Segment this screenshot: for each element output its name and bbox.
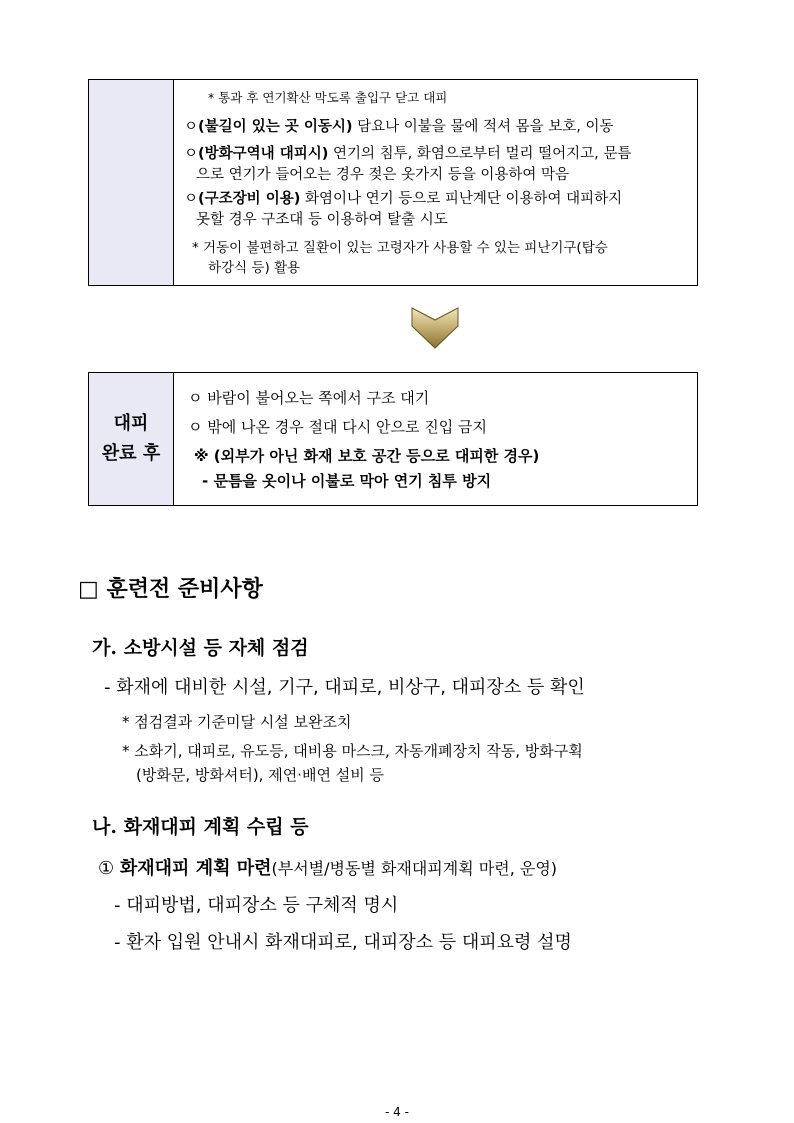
box-item: ㅇ 밖에 나온 경우 절대 다시 안으로 진입 금지 xyxy=(188,418,487,436)
box-note-cont: 하강식 등) 활용 xyxy=(208,260,301,276)
box-content xyxy=(174,80,697,285)
section-title: □ 훈련전 준비사항 xyxy=(78,577,263,602)
heading-ga: 가. 소방시설 등 자체 점검 xyxy=(92,637,309,659)
box-item-bold: ※ (외부가 아닌 화재 보호 공간 등으로 대피한 경우) xyxy=(194,447,540,465)
na-item-1: - 대피방법, 대피장소 등 구체적 명시 xyxy=(114,895,399,916)
na-sub-paren: (부서별/병동별 화재대피계획 마련, 운영) xyxy=(271,859,558,878)
box-item-cont: 못할 경우 구조대 등 이용하여 탈출 시도 xyxy=(196,212,448,228)
box-item: ㅇ(구조장비 이용) 화염이나 연기 등으로 피난계단 이용하여 대피하지 xyxy=(184,191,623,207)
page-number: - 4 - xyxy=(385,1105,409,1119)
na-subheading xyxy=(98,854,557,880)
circled-number: ① xyxy=(98,858,115,879)
arrow-down-icon xyxy=(410,306,460,350)
ga-note-1: * 점검결과 기준미달 시설 보완조치 xyxy=(122,713,352,731)
box-label-cell xyxy=(89,80,174,285)
box-label-line2: 완료 후 xyxy=(101,443,161,464)
box-label-line1: 대피 xyxy=(113,413,149,434)
na-item-2: - 환자 입원 안내시 화재대피로, 대피장소 등 대피요령 설명 xyxy=(114,932,572,953)
box-item: ㅇ(불길이 있는 곳 이동시) 담요나 이불을 물에 적셔 몸을 보호, 이동 xyxy=(184,119,614,135)
box-item: ㅇ(방화구역내 대피시) 연기의 침투, 화염으로부터 멀리 떨어지고, 문틈 xyxy=(184,146,632,162)
after-evacuation-box xyxy=(88,372,698,506)
ga-item: - 화재에 대비한 시설, 기구, 대피로, 비상구, 대피장소 등 확인 xyxy=(104,677,585,698)
evacuation-box xyxy=(88,79,698,286)
box-note: * 통과 후 연기확산 막도록 출입구 닫고 대피 xyxy=(208,90,448,105)
box-label-cell xyxy=(89,373,174,505)
box-item-cont: 으로 연기가 들어오는 경우 젖은 옷가지 등을 이용하여 막음 xyxy=(196,167,570,183)
box-item: ㅇ 바람이 불어오는 쪽에서 구조 대기 xyxy=(188,389,430,407)
box-note: * 거동이 불편하고 질환이 있는 고령자가 사용할 수 있는 피난기구(탑승 xyxy=(192,240,608,256)
box-item-bold: - 문틈을 옷이나 이불로 막아 연기 침투 방지 xyxy=(202,472,492,490)
ga-note-2: * 소화기, 대피로, 유도등, 대비용 마스크, 자동개폐장치 작동, 방화구획 xyxy=(122,742,583,760)
ga-note-2-cont: (방화문, 방화셔터), 제연·배연 설비 등 xyxy=(136,766,384,784)
box-content xyxy=(174,373,697,505)
na-sub-title: 화재대피 계획 마련 xyxy=(119,858,272,879)
heading-na: 나. 화재대피 계획 수립 등 xyxy=(92,816,309,838)
